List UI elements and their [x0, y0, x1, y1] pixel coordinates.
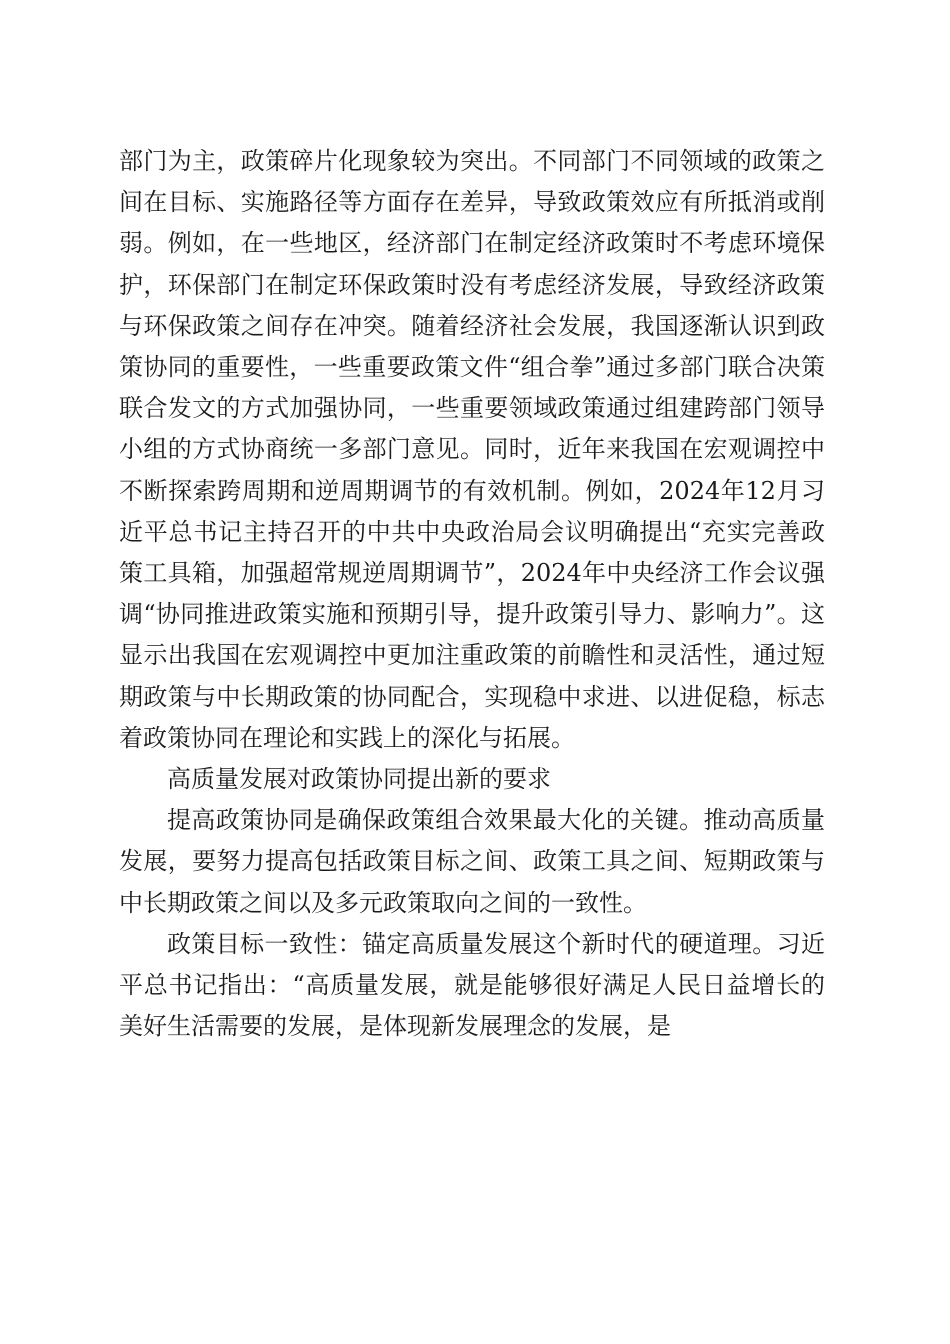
body-paragraph: 政策目标一致性：锚定高质量发展这个新时代的硬道理。习近平总书记指出：“高质量发展，就是能够很好满足人民日益增长的美好生活需要的发展，是体现新发展理念的发展，是 [119, 929, 825, 1041]
body-paragraph: 提高政策协同是确保政策组合效果最大化的关键。推动高质量发展，要努力提高包括政策目标之间、政策工具之间、短期政策与中长期政策之间以及多元政策取向之间的一致性。 [119, 806, 825, 917]
document-body [119, 141, 825, 1047]
section-heading: 高质量发展对政策协同提出新的要求 [167, 765, 551, 794]
body-paragraph-continued: 部门为主，政策碎片化现象较为突出。不同部门不同领域的政策之间在目标、实施路径等方面存在差异，导致政策效应有所抵消或削弱。例如，在一些地区，经济部门在制定经济政策时不考虑环境保护，环保部门在制定环保政策时没有考虑经济发展，导致经济政策与环保政策之间存在冲突。随着经济社会发展，我国逐渐认识到政策协同的重要性，一些重要政策文件“组合拳”通过多部门联合决策联合发文的方式加强协同，一些重要领域政策通过组建跨部门领导小组的方式协商统一多部门意见。同时，近年来我国在宏观调控中不断探索跨周期和逆周期调节的有效机制。例如，2024年12月习近平总书记主持召开的中共中央政治局会议明确提出“充实完善政策工具箱，加强超常规逆周期调节”，2024年中央经济工作会议强调“协同推进政策实施和预期引导，提升政策引导力、影响力”。这显示出我国在宏观调控中更加注重政策的前瞻性和灵活性，通过短期政策与中长期政策的协同配合，实现稳中求进、以进促稳，标志着政策协同在理论和实践上的深化与拓展。 [119, 147, 825, 752]
